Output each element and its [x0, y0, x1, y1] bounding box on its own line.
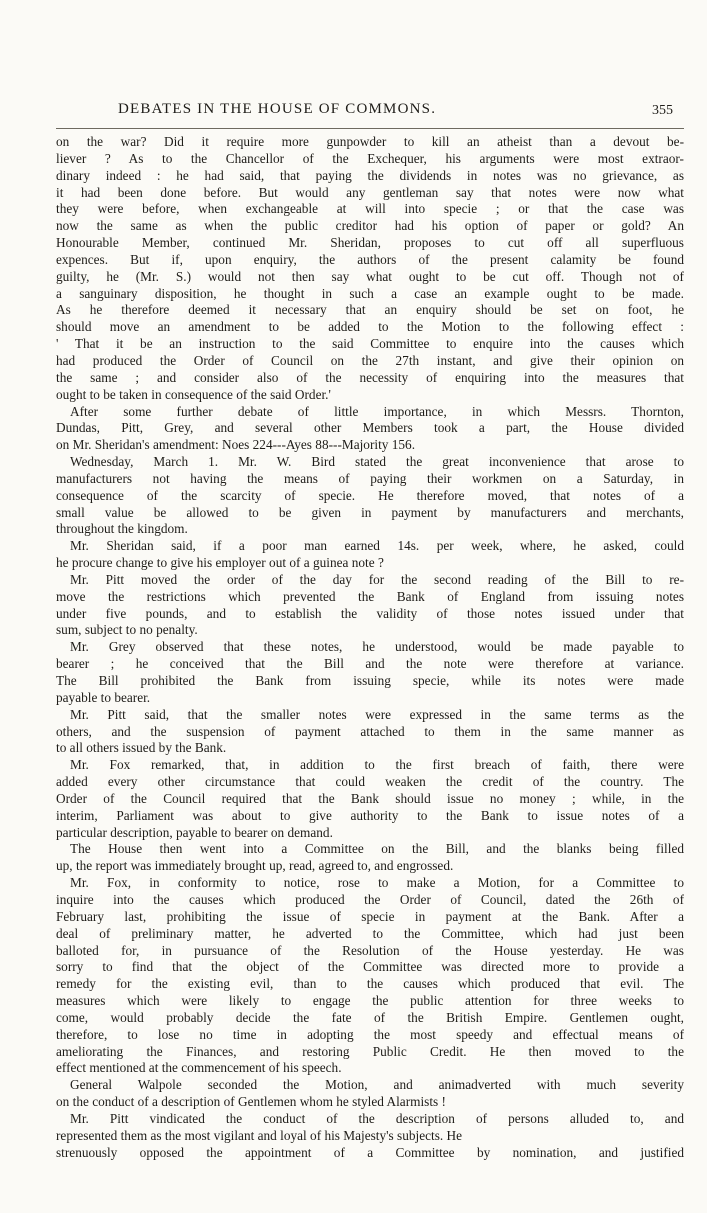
text-line: he procure change to give his employer out of a guinea note ? — [56, 555, 384, 571]
text-line: ameliorating the Finances, and restoring Public Credit. He then moved to the — [56, 1043, 684, 1059]
text-line: throughout the kingdom. — [56, 521, 188, 537]
text-line: Dundas, Pitt, Grey, and several other Members took a part, the House divided — [56, 420, 684, 436]
page-header — [0, 0, 707, 130]
text-line: ' That it be an instruction to the said Committee to enquire into the causes which — [56, 336, 684, 352]
text-line: therefore, to lose no time in adopting the most speedy and effectual means of — [56, 1026, 684, 1042]
text-line: move the restrictions which prevented the Bank of England from issuing notes — [56, 588, 684, 604]
text-line: Honourable Member, continued Mr. Sheridan, proposes to cut off all superfluous — [56, 235, 684, 251]
text-line: to all others issued by the Bank. — [56, 740, 227, 756]
text-line: February last, prohibiting the issue of specie in payment at the Bank. After a — [56, 908, 684, 924]
text-line: Wednesday, March 1. Mr. W. Bird stated the great inconvenience that arose to — [70, 454, 684, 470]
text-line: payable to bearer. — [56, 689, 151, 705]
text-line: manufacturers not having the means of paying their workmen on a Saturday, in — [56, 470, 684, 486]
text-line: guilty, he (Mr. S.) would not then say what ought to be cut off. Though not of — [56, 268, 684, 284]
text-line: interim, Parliament was about to give authority to the Bank to issue notes of a — [56, 807, 684, 823]
text-line: balloted for, in pursuance of the Resolution of the House yesterday. He was — [56, 942, 684, 958]
text-line: Mr. Grey observed that these notes, he understood, would be made payable to — [70, 639, 684, 655]
text-line: come, would probably decide the fate of the British Empire. Gentlemen ought, — [56, 1009, 684, 1025]
text-line: added every other circumstance that could weaken the credit of the country. The — [56, 774, 684, 790]
text-line: had produced the Order of Council on the 27th instant, and give their opinion on — [56, 352, 684, 368]
text-line: now the same as when the public creditor had his option of paper or gold? An — [56, 218, 684, 234]
text-line: it had been done before. But would any gentleman say that notes were now what — [56, 184, 684, 200]
text-line: ought to be taken in consequence of the said Order.' — [56, 386, 331, 402]
text-line: Order of the Council required that the Bank should issue no money ; while, in the — [56, 790, 684, 806]
text-line: on the conduct of a description of Gentlemen whom he styled Alarmists ! — [56, 1094, 446, 1110]
text-line: represented them as the most vigilant and loyal of his Majesty's subjects. He — [56, 1127, 463, 1143]
text-line: sum, subject to no penalty. — [56, 622, 198, 638]
text-line: particular description, payable to bearer on demand. — [56, 824, 333, 840]
text-line: dinary indeed : he had said, that paying the dividends in notes was no grievance, as — [56, 167, 684, 183]
header-rule — [56, 128, 684, 129]
text-line: As he therefore deemed it necessary that an enquiry should be set on foot, he — [56, 302, 684, 318]
text-line: inquire into the causes which produced the Order of Council, dated the 26th of — [56, 891, 684, 907]
text-line: expences. But if, upon enquiry, the authors of the present calamity be found — [56, 251, 684, 267]
text-line: strenuously opposed the appointment of a Committee by nomination, and justified — [56, 1144, 684, 1160]
text-line: effect mentioned at the commencement of his speech. — [56, 1060, 342, 1076]
text-line: sorry to find that the object of the Committee was directed more to provide a — [56, 959, 684, 975]
text-line: the same ; and consider also of the necessity of enquiring into the measures that — [56, 369, 684, 385]
text-line: deal of preliminary matter, he adverted to the Committee, which had just been — [56, 925, 684, 941]
text-line: on Mr. Sheridan's amendment: Noes 224---Ayes 88---Majority 156. — [56, 437, 416, 453]
text-line: The House then went into a Committee on the Bill, and the blanks being filled — [70, 841, 684, 857]
text-line: bearer ; he conceived that the Bill and the note were therefore at variance. — [56, 656, 684, 672]
text-line: under five pounds, and to establish the validity of those notes issued under that — [56, 605, 684, 621]
text-line: a sanguinary disposition, he thought in such a case an example ought to be made. — [56, 285, 684, 301]
text-line: should move an amendment to be added to the Motion to the following effect : — [56, 319, 684, 335]
text-line: The Bill prohibited the Bank from issuing specie, while its notes were made — [56, 673, 684, 688]
text-line: measures which were likely to engage the public attention for three weeks to — [56, 993, 684, 1009]
running-head: DEBATES IN THE HOUSE OF COMMONS. — [118, 101, 437, 117]
text-line: Mr. Fox, in conformity to notice, rose to make a Motion, for a Committee to — [70, 875, 684, 891]
text-line: General Walpole seconded the Motion, and animadverted with much severity — [70, 1077, 684, 1093]
text-line: Mr. Sheridan said, if a poor man earned 14s. per week, where, he asked, could — [70, 538, 684, 554]
text-line: up, the report was immediately brought up, read, agreed to, and engrossed. — [56, 858, 454, 874]
text-line: After some further debate of little importance, in which Messrs. Thornton, — [70, 403, 684, 419]
text-line: Mr. Pitt vindicated the conduct of the description of persons alluded to, and — [70, 1110, 684, 1126]
text-line: consequence of the scarcity of specie. He therefore moved, that notes of a — [56, 487, 684, 503]
text-line: Mr. Fox remarked, that, in addition to the first breach of faith, there were — [70, 757, 684, 773]
text-line: on the war? Did it require more gunpowder to kill an atheist than a devout be- — [56, 134, 684, 149]
text-line: remedy for the existing evil, than to the causes which produced that evil. The — [56, 976, 684, 992]
body-text — [56, 134, 684, 1161]
text-line: they were before, when exchangeable at will into specie ; or that the case was — [56, 201, 684, 217]
text-line: Mr. Pitt moved the order of the day for the second reading of the Bill to re- — [70, 571, 684, 587]
page-number: 355 — [652, 103, 673, 118]
text-line: Mr. Pitt said, that the smaller notes were expressed in the same terms as the — [70, 706, 684, 722]
text-line: others, and the suspension of payment attached to them in the same manner as — [56, 723, 684, 739]
text-line: small value be allowed to be given in payment by manufacturers and merchants, — [56, 504, 684, 520]
text-line: liever ? As to the Chancellor of the Exchequer, his arguments were most extraor- — [56, 150, 684, 166]
